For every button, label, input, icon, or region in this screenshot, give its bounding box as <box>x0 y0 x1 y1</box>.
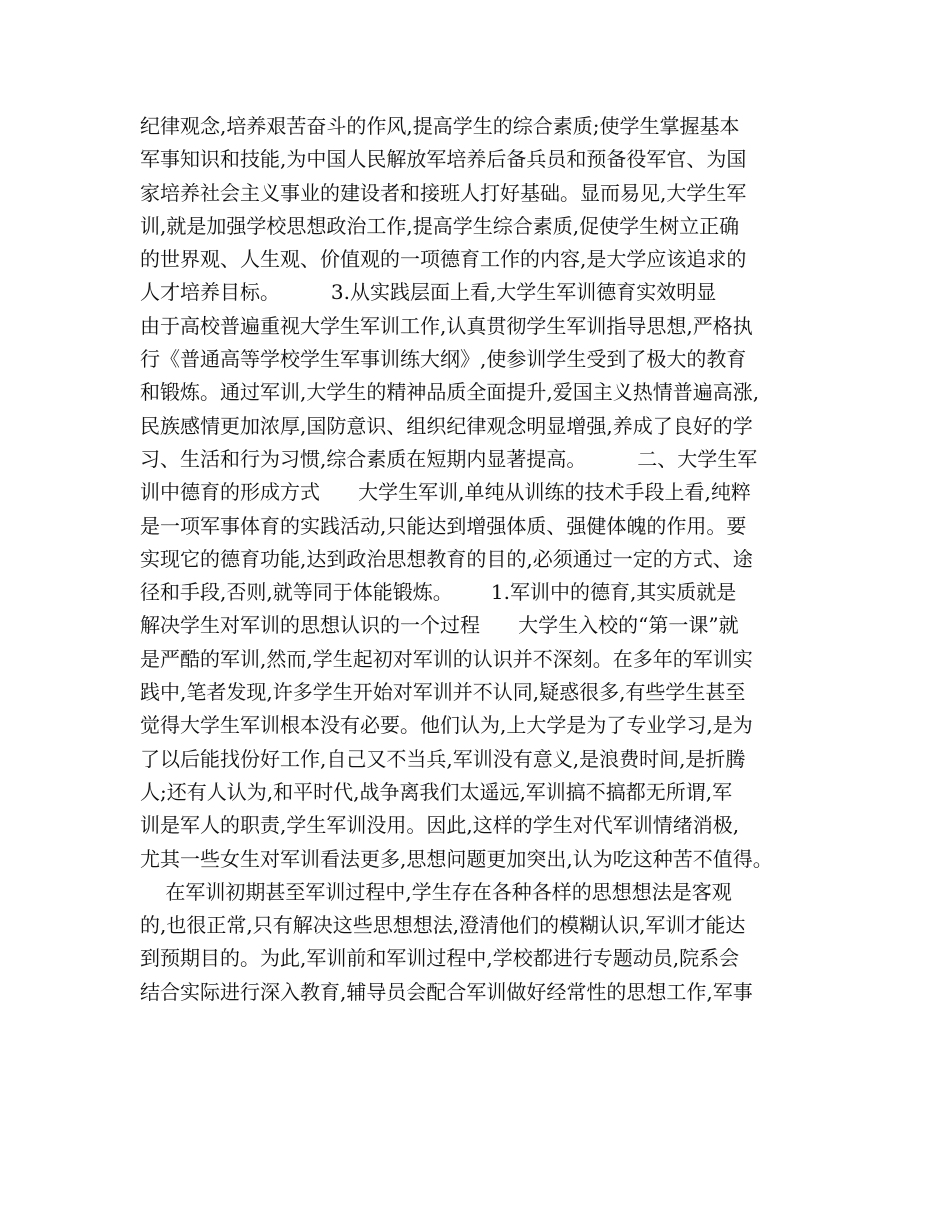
text-line: 尤其一些女生对军训看法更多,思想问题更加突出,认为吃这种苦不值得。 <box>140 846 773 871</box>
text-line: 结合实际进行深入教育,辅导员会配合军训做好经常性的思想工作,军事 <box>140 979 753 1004</box>
text-line: 行《普通高等学校学生军事训练大纲》,使参训学生受到了极大的教育 <box>140 347 747 372</box>
body-text <box>140 110 830 1009</box>
text-line: 训,就是加强学校思想政治工作,提高学生综合素质,促使学生树立正确 <box>140 213 740 238</box>
text-line: 实现它的德育功能,达到政治思想教育的目的,必须通过一定的方式、途 <box>140 546 753 571</box>
text-line: 是一项军事体育的实践活动,只能达到增强体质、强健体魄的作用。要 <box>140 513 747 538</box>
text-line: 人;还有人认为,和平时代,战争离我们太遥远,军训搞不搞都无所谓,军 <box>140 779 733 804</box>
text-line: 民族感情更加浓厚,国防意识、组织纪律观念明显增强,养成了良好的学 <box>140 413 753 438</box>
text-line: 在军训初期甚至军训过程中,学生存在各种各样的思想想法是客观 <box>140 879 732 904</box>
text-line: 军事知识和技能,为中国人民解放军培养后备兵员和预备役军官、为国 <box>140 147 747 172</box>
text-line: 径和手段,否则,就等同于体能锻炼。 1.军训中的德育,其实质就是 <box>140 580 737 605</box>
text-line: 到预期目的。为此,军训前和军训过程中,学校都进行专题动员,院系会 <box>140 946 740 971</box>
text-line: 训中德育的形成方式 大学生军训,单纯从训练的技术手段上看,纯粹 <box>140 480 751 505</box>
text-line: 训是军人的职责,学生军训没用。因此,这样的学生对代军训情绪消极, <box>140 813 740 838</box>
text-line: 由于高校普遍重视大学生军训工作,认真贯彻学生军训指导思想,严格执 <box>140 313 753 338</box>
text-line: 家培养社会主义事业的建设者和接班人打好基础。显而易见,大学生军 <box>140 180 747 205</box>
text-line: 的世界观、人生观、价值观的一项德育工作的内容,是大学应该追求的 <box>140 247 747 272</box>
text-line: 和锻炼。通过军训,大学生的精神品质全面提升,爱国主义热情普遍高涨, <box>140 380 760 405</box>
text-line: 的,也很正常,只有解决这些思想想法,澄清他们的模糊认识,军训才能达 <box>140 913 746 938</box>
text-line: 习、生活和行为习惯,综合素质在短期内显著提高。 二、大学生军 <box>140 446 758 471</box>
text-line: 觉得大学生军训根本没有必要。他们认为,上大学是为了专业学习,是为 <box>140 713 753 738</box>
text-line: 是严酷的军训,然而,学生起初对军训的认识并不深刻。在多年的军训实 <box>140 646 753 671</box>
text-line: 了以后能找份好工作,自己又不当兵,军训没有意义,是浪费时间,是折腾 <box>140 746 746 771</box>
text-line: 人才培养目标。 3.从实践层面上看,大学生军训德育实效明显 <box>140 280 717 305</box>
text-line: 践中,笔者发现,许多学生开始对军训并不认同,疑惑很多,有些学生甚至 <box>140 680 746 705</box>
text-line: 纪律观念,培养艰苦奋斗的作风,提高学生的综合素质;使学生掌握基本 <box>140 114 740 138</box>
text-line: 解决学生对军训的思想认识的一个过程 大学生入校的“第一课”就 <box>140 613 739 638</box>
